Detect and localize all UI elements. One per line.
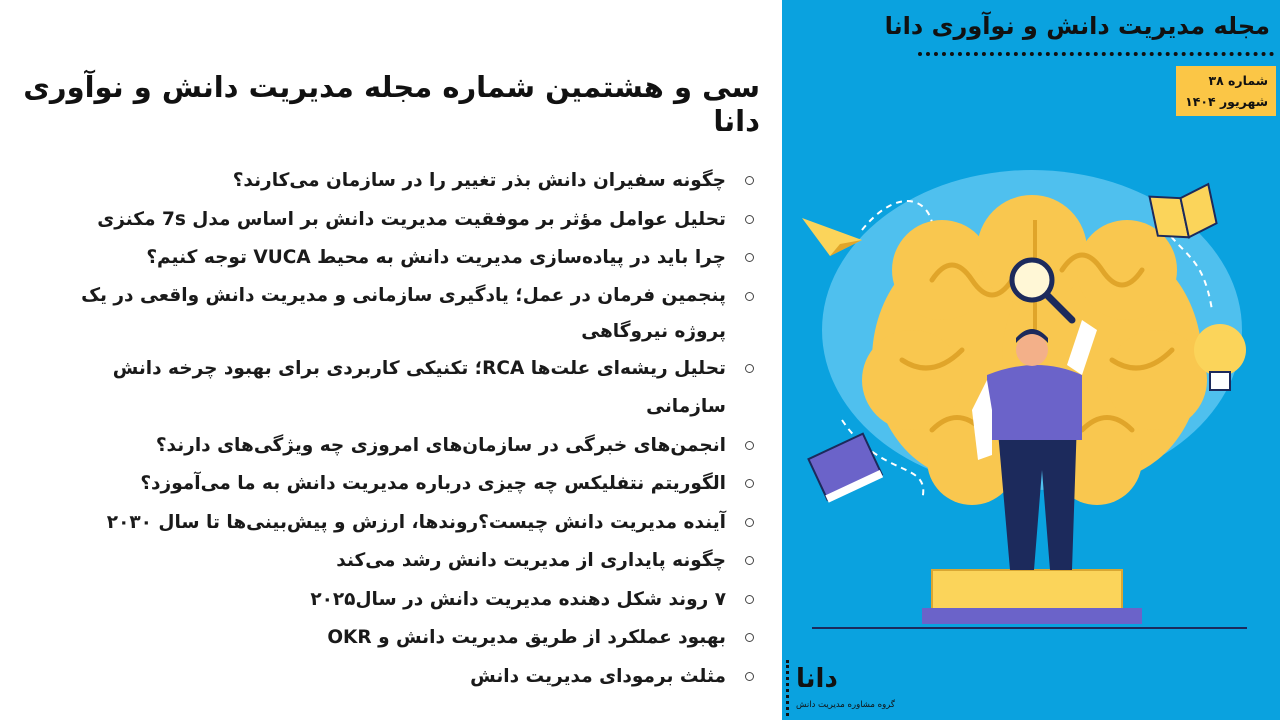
list-item[interactable] xyxy=(40,619,760,658)
article-title: چگونه پایداری از مدیریت دانش رشد می‌کند xyxy=(336,550,726,571)
list-item[interactable] xyxy=(40,350,760,427)
issue-number: شماره ۳۸ xyxy=(1208,73,1268,88)
article-title: تحلیل ریشه‌ای علت‌ها RCA؛ تکنیکی کاربردی برای بهبود چرخه دانش سازمانی xyxy=(112,357,726,417)
list-item[interactable] xyxy=(40,162,760,201)
list-item[interactable] xyxy=(40,658,760,697)
circle-bullet-icon xyxy=(745,595,754,604)
article-title: مثلث برمودای مدیریت دانش xyxy=(470,665,726,687)
list-item[interactable] xyxy=(40,239,760,278)
article-title: پنجمین فرمان در عمل؛ یادگیری سازمانی و مدیریت دانش واقعی در یک پروژه نیروگاهی xyxy=(81,284,726,342)
circle-bullet-icon xyxy=(745,292,754,301)
list-item[interactable] xyxy=(40,278,760,350)
circle-bullet-icon xyxy=(745,253,754,262)
cover-illustration xyxy=(782,160,1280,640)
list-item[interactable] xyxy=(40,465,760,504)
circle-bullet-icon xyxy=(745,556,754,565)
list-item[interactable] xyxy=(40,504,760,543)
issue-badge xyxy=(1176,66,1276,116)
logo-word: دانا xyxy=(796,664,838,694)
article-title: انجمن‌های خبرگی در سازمان‌های امروزی چه ویژگی‌های دارند؟ xyxy=(155,434,726,456)
stand-base xyxy=(922,608,1142,624)
circle-bullet-icon xyxy=(745,215,754,224)
circle-bullet-icon xyxy=(745,364,754,373)
cover-panel xyxy=(782,0,1280,720)
list-item[interactable] xyxy=(40,542,760,581)
page-title: سی و هشتمین شماره مجله مدیریت دانش و نوآوری دانا xyxy=(23,70,760,138)
list-item[interactable] xyxy=(40,201,760,240)
open-book-icon xyxy=(1150,184,1219,243)
article-title: تحلیل عوامل مؤثر بر موفقیت مدیریت دانش بر اساس مدل 7s مکنزی xyxy=(97,208,726,230)
circle-bullet-icon xyxy=(745,518,754,527)
article-title: چرا باید در پیاده‌سازی مدیریت دانش به محیط VUCA توجه کنیم؟ xyxy=(146,247,726,268)
circle-bullet-icon xyxy=(745,479,754,488)
issue-date: شهریور ۱۴۰۴ xyxy=(1185,94,1268,109)
article-title: چگونه سفیران دانش بذر تغییر را در سازمان می‌کارند؟ xyxy=(232,170,726,191)
article-title: ۷ روند شکل دهنده مدیریت دانش در سال۲۰۲۵ xyxy=(310,588,726,610)
magazine-title: مجله مدیریت دانش و نوآوری دانا xyxy=(884,12,1270,40)
logo-subtitle: گروه مشاوره مدیریت دانش xyxy=(796,700,895,710)
dotted-divider xyxy=(918,52,1274,56)
circle-bullet-icon xyxy=(745,441,754,450)
circle-bullet-icon xyxy=(745,176,754,185)
article-title: آینده مدیریت دانش چیست؟روندها، ارزش و پیش‌بینی‌ها تا سال ۲۰۳۰ xyxy=(106,511,726,533)
article-title: بهبود عملکرد از طریق مدیریت دانش و OKR xyxy=(327,627,726,648)
article-list xyxy=(40,162,760,696)
list-item[interactable] xyxy=(40,427,760,466)
list-item[interactable] xyxy=(40,581,760,620)
closed-book-icon xyxy=(808,434,883,503)
dana-logo xyxy=(786,660,926,716)
logo-dotted-bar xyxy=(786,660,789,716)
circle-bullet-icon xyxy=(745,672,754,681)
article-title: الگوریتم نتفلیکس چه چیزی درباره مدیریت دانش به ما می‌آموزد؟ xyxy=(140,473,726,494)
stand-block xyxy=(932,570,1122,610)
circle-bullet-icon xyxy=(745,633,754,642)
